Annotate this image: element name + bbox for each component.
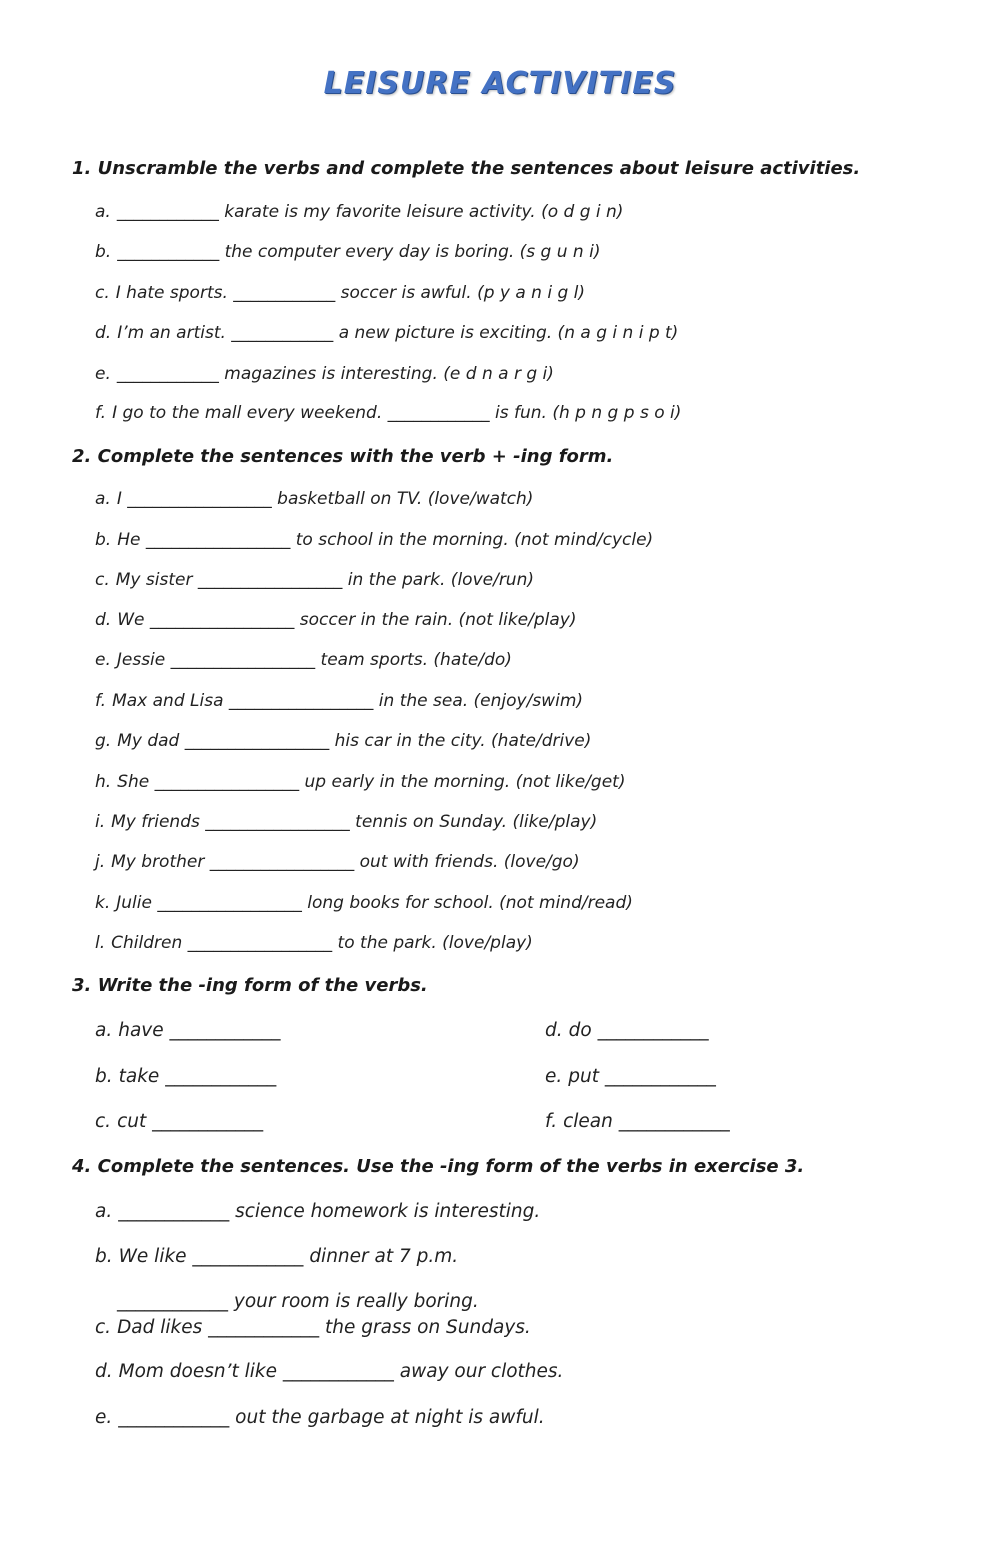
s2-item-d: d. We _________________ soccer in the rain. (not like/play) [95, 610, 577, 630]
s2-item-c: c. My sister _________________ in the park. (love/run) [95, 570, 534, 590]
s2-item-a: a. I _________________ basketball on TV. (love/watch) [95, 489, 534, 509]
s2-item-b: b. He _________________ to school in the morning. (not mind/cycle) [95, 530, 654, 550]
s2-item-j: j. My brother _________________ out with friends. (love/go) [95, 852, 580, 872]
s2-item-l: l. Children _________________ to the park. (love/play) [95, 933, 533, 953]
s4-item-d: d. Mom doesn’t like ____________ away our clothes. [95, 1361, 564, 1382]
s3-item-f: f. clean ____________ [545, 1111, 730, 1132]
s2-item-h: h. She _________________ up early in the morning. (not like/get) [95, 772, 626, 792]
s3-item-a: a. have ____________ [95, 1020, 281, 1041]
s2-item-f: f. Max and Lisa _________________ in the sea. (enjoy/swim) [95, 691, 584, 711]
section-1-heading: 1. Unscramble the verbs and complete the sentences about leisure activities. [72, 158, 861, 179]
s4-item-b: b. We like ____________ dinner at 7 p.m. [95, 1246, 459, 1267]
s4-item-c: c. Dad likes ____________ the grass on Sundays. [95, 1317, 531, 1338]
section-4-heading: 4. Complete the sentences. Use the -ing form of the verbs in exercise 3. [72, 1156, 805, 1177]
s3-item-d: d. do ____________ [545, 1020, 709, 1041]
s4-item-e: e. ____________ out the garbage at night is awful. [95, 1407, 545, 1428]
s1-item-f: f. I go to the mall every weekend. ____________ is fun. (h p n g p s o i) [95, 403, 682, 423]
s3-item-b: b. take ____________ [95, 1066, 277, 1087]
s1-item-a: a. ____________ karate is my favorite leisure activity. (o d g i n) [95, 202, 624, 222]
s2-item-i: i. My friends _________________ tennis on Sunday. (like/play) [95, 812, 598, 832]
s4-item-a: a. ____________ science homework is interesting. [95, 1201, 541, 1222]
s2-item-g: g. My dad _________________ his car in the city. (hate/drive) [95, 731, 592, 751]
s2-item-e: e. Jessie _________________ team sports. (hate/do) [95, 650, 512, 670]
section-2-heading: 2. Complete the sentences with the verb + -ing form. [72, 446, 614, 467]
worksheet-title: LEISURE ACTIVITIES [323, 66, 677, 101]
s3-item-e: e. put ____________ [545, 1066, 716, 1087]
s4-item-b2: ____________ your room is really boring. [117, 1291, 479, 1312]
s3-item-c: c. cut ____________ [95, 1111, 264, 1132]
s1-item-b: b. ____________ the computer every day is boring. (s g u n i) [95, 242, 601, 262]
s1-item-c: c. I hate sports. ____________ soccer is awful. (p y a n i g l) [95, 283, 586, 303]
s1-item-e: e. ____________ magazines is interesting. (e d n a r g i) [95, 364, 554, 384]
section-3-heading: 3. Write the -ing form of the verbs. [72, 975, 428, 996]
s2-item-k: k. Julie _________________ long books for school. (not mind/read) [95, 893, 633, 913]
s1-item-d: d. I’m an artist. ____________ a new picture is exciting. (n a g i n i p t) [95, 323, 679, 343]
